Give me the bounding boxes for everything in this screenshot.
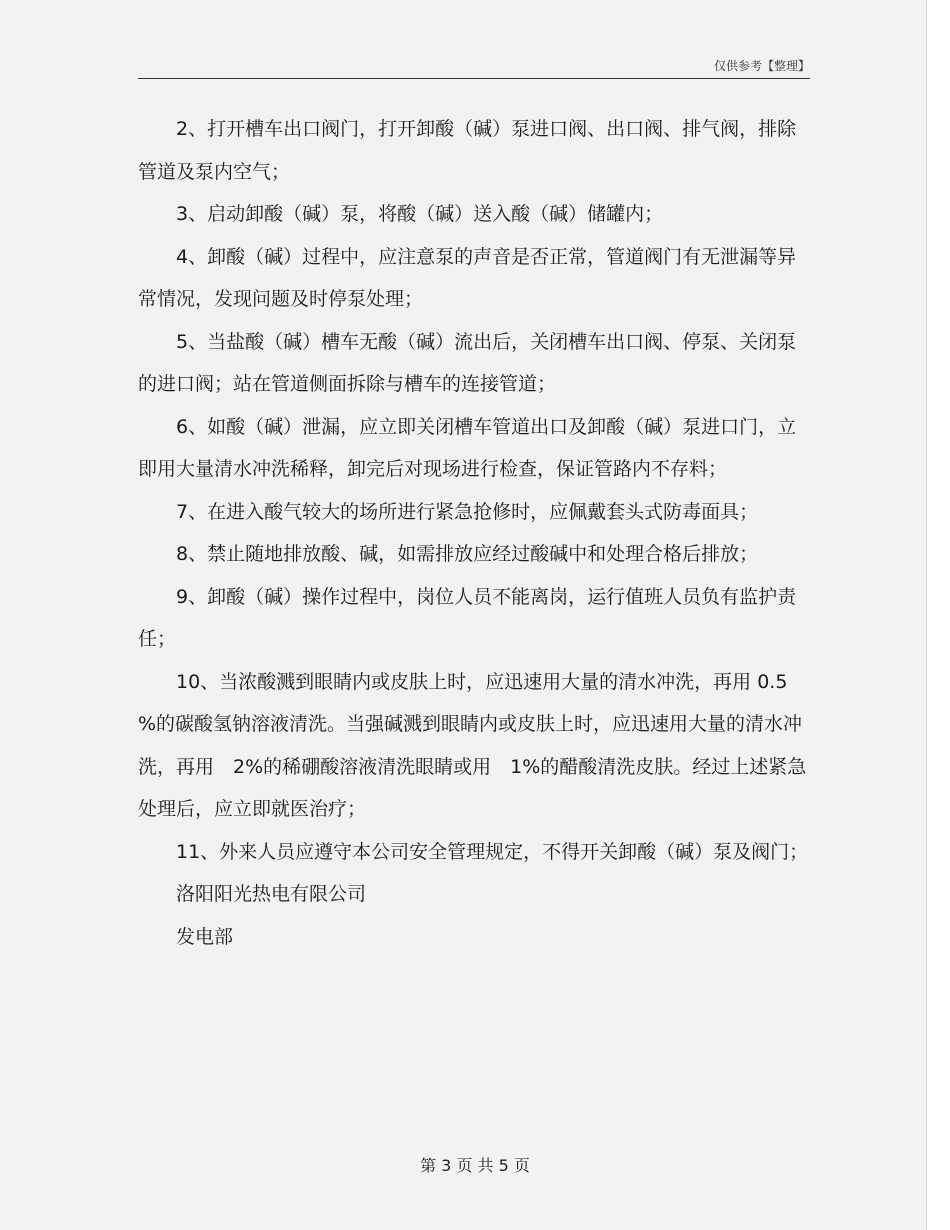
paragraph-step-10: 10、当浓酸溅到眼睛内或皮肤上时，应迅速用大量的清水冲洗，再用 0.5 %的碳酸氢钠溶液清洗。当强碱溅到眼睛内或皮肤上时，应迅速用大量的清水冲洗，再用 2%的稀硼酸溶液清洗眼睛或用 1%的醋酸清洗皮肤。经过上述紧急处理后，应立即就医治疗；	[138, 670, 807, 820]
page-header	[138, 52, 810, 79]
page-number: 第 3 页 共 5 页	[420, 1156, 530, 1175]
paragraph-step-3: 3、启动卸酸（碱）泵，将酸（碱）送入酸（碱）储罐内；	[176, 203, 664, 225]
header-note: 仅供参考【整理】	[713, 59, 810, 73]
signature-department: 发电部	[176, 925, 234, 948]
signature-company: 洛阳阳光热电有限公司	[176, 883, 367, 905]
paragraph-step-8: 8、禁止随地排放酸、碱，如需排放应经过酸碱中和处理合格后排放；	[176, 543, 759, 565]
paragraph-step-4: 4、卸酸（碱）过程中，应注意泵的声音是否正常，管道阀门有无泄漏等异常情况，发现问题及时停泵处理；	[138, 245, 797, 310]
paragraph-step-6: 6、如酸（碱）泄漏，应立即关闭槽车管道出口及卸酸（碱）泵进口门，立即用大量清水冲洗稀释，卸完后对现场进行检查，保证管路内不存料；	[138, 415, 797, 480]
paragraph-step-7: 7、在进入酸气较大的场所进行紧急抢修时，应佩戴套头式防毒面具；	[176, 500, 759, 523]
paragraph-step-9: 9、卸酸（碱）操作过程中，岗位人员不能离岗，运行值班人员负有监护责任；	[138, 585, 797, 650]
paragraph-step-11: 11、外来人员应遵守本公司安全管理规定，不得开关卸酸（碱）泵及阀门；	[176, 840, 809, 863]
document-body	[138, 108, 810, 958]
paragraph-step-2: 2、打开槽车出口阀门，打开卸酸（碱）泵进口阀、出口阀、排气阀，排除管道及泵内空气；	[138, 118, 797, 183]
paragraph-step-5: 5、当盐酸（碱）槽车无酸（碱）流出后，关闭槽车出口阀、停泵、关闭泵的进口阀；站在管道侧面拆除与槽车的连接管道；	[138, 330, 797, 395]
